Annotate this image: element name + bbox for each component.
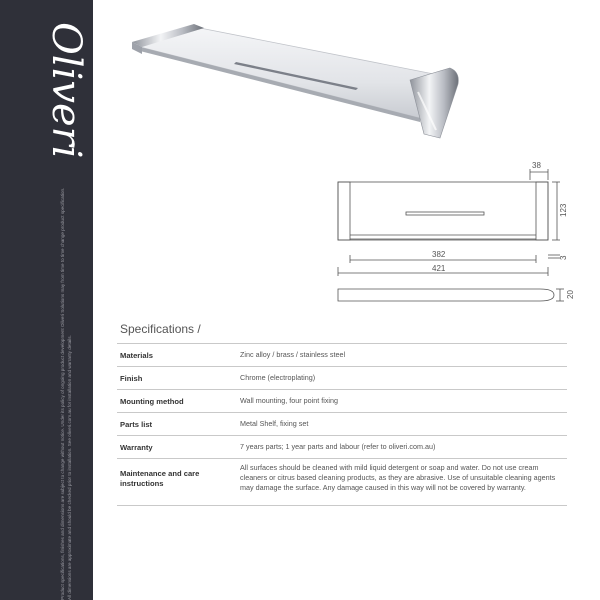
dim-height: 123 (559, 203, 568, 217)
disclaimer-text (60, 187, 73, 600)
spec-value: 7 years parts; 1 year parts and labour (refer to oliveri.com.au) (240, 441, 436, 451)
spec-value: Metal Shelf, fixing set (240, 418, 309, 428)
dim-depth: 20 (566, 290, 575, 299)
specifications-heading: Specifications / (120, 322, 201, 336)
spec-label: Maintenance and care instructions (120, 469, 200, 488)
spec-label: Finish (120, 373, 143, 383)
oliveri-logo (30, 20, 89, 159)
dimension-drawing (320, 155, 580, 315)
spec-label: Warranty (120, 442, 153, 452)
spec-label: Parts list (120, 419, 153, 429)
front-view-outline (338, 182, 548, 240)
spec-row-mounting (117, 390, 567, 413)
spec-value: Chrome (electroplating) (240, 372, 316, 382)
dim-gap: 3 (559, 255, 568, 260)
spec-row-finish (117, 367, 567, 390)
drain-slot-outline (406, 212, 484, 215)
spec-row-warranty (117, 436, 567, 459)
spec-value: Zinc alloy / brass / stainless steel (240, 349, 346, 359)
spec-value: Wall mounting, four point fixing (240, 395, 339, 405)
spec-row-materials (117, 344, 567, 367)
brand-sidebar (0, 0, 93, 600)
dim-overall-length: 421 (432, 264, 446, 273)
disclaimer-line-2: All dimensions are approximate and should be checked prior to installation. See oliveri.com.au for installation and warranty details. (66, 335, 72, 600)
spec-label: Materials (120, 350, 153, 360)
product-photo (118, 20, 468, 140)
svg-text:Oliveri: Oliveri (43, 22, 89, 159)
spec-row-parts (117, 413, 567, 436)
dim-inner-length: 382 (432, 250, 446, 259)
spec-label: Mounting method (120, 396, 184, 406)
spec-row-maintenance (117, 459, 567, 506)
specifications-table (117, 343, 567, 506)
side-view-outline (338, 289, 554, 301)
disclaimer-line-1: Product specifications, finishes and dimensions are subject to change without notice. Under its policy of ongoing product development Oliveri Solutions may from time to time change product specification. (60, 187, 65, 600)
spec-value: All surfaces should be cleaned with mild liquid detergent or soap and water. Do not use cream cleaners or citrus based cleaning products, as they are abrasive. Use of unsuitable cleaning agents may damage the surface. Any damage caused in this way will not be covered by warranty. (240, 463, 556, 493)
dim-top-width: 38 (532, 161, 541, 170)
